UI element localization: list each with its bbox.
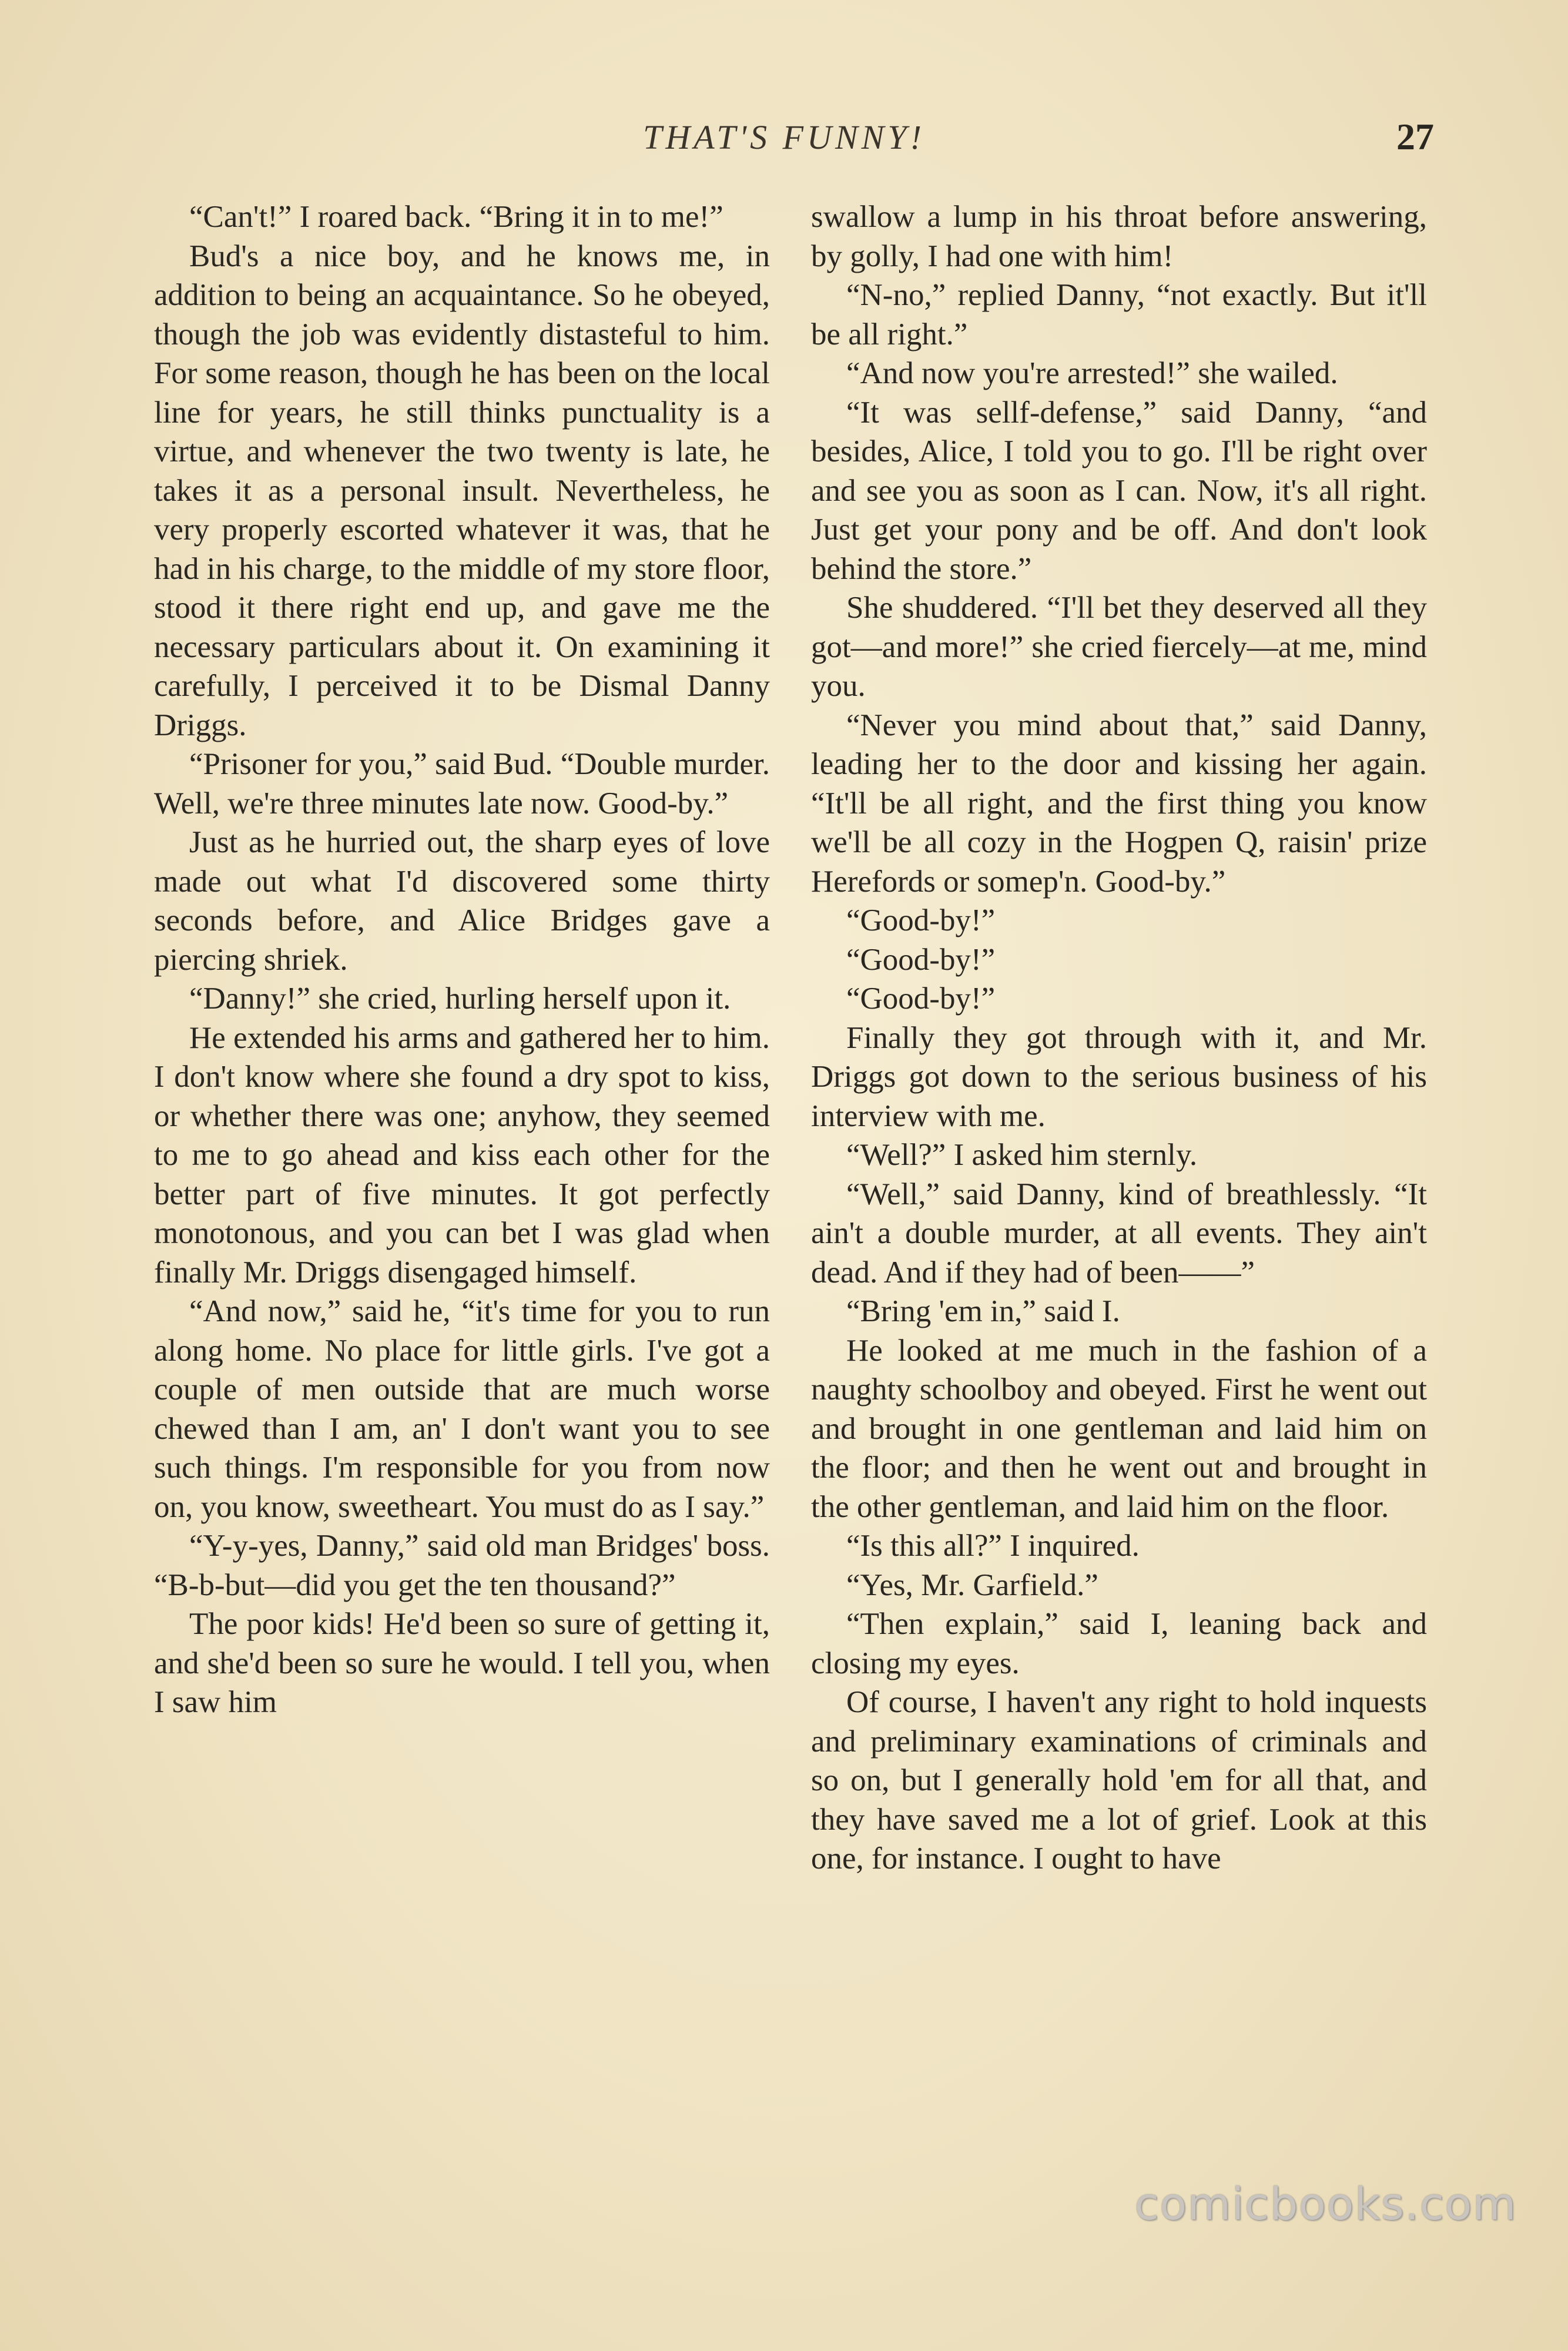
paragraph: “Bring 'em in,” said I. [846,1294,1120,1328]
paragraph: “Well,” said Danny, kind of breathlessly. “It ain't a double murder, at all events. They ain't dead. And if they had of been——” [811,1177,1427,1290]
paragraph: “Prisoner for you,” said Bud. “Double murder. Well, we're three minutes late now. Good-by.” [154,747,770,820]
paragraph: “Danny!” she cried, hurling herself upon it. [189,982,731,1016]
paragraph: “And now you're arrested!” she wailed. [846,356,1338,390]
paragraph: “And now,” said he, “it's time for you to run along home. No place for little girls. I've got a couple of men outside that are much worse chewed than I am, an' I don't want you to see such things. I'm responsible for you from now on, you know, sweetheart. You must do as I say.” [154,1294,770,1524]
paragraph: “N-no,” replied Danny, “not exactly. But it'll be all right.” [811,278,1427,351]
paragraph: The poor kids! He'd been so sure of getting it, and she'd been so sure he would. I tell you, when I saw him [154,1607,770,1719]
paragraph: “It was sellf-defense,” said Danny, “and besides, Alice, I told you to go. I'll be right over and see you as soon as I can. Now, it's all right. Just get your pony and be off. And don't look behind the store.” [811,395,1427,586]
right-column [811,197,1427,1878]
paragraph: He extended his arms and gathered her to him. I don't know where she found a dry spot to kiss, or whether there was one; anyhow, they seemed to me to go ahead and kiss each other for the better part of five minutes. It got perfectly monotonous, and you can bet I was glad when finally Mr. Driggs disengaged himself. [154,1020,770,1290]
page-number: 27 [1396,116,1434,158]
paragraph: Just as he hurried out, the sharp eyes of love made out what I'd discovered some thirty seconds before, and Alice Bridges gave a piercing shriek. [154,825,770,977]
paragraph: “Never you mind about that,” said Danny, leading her to the door and kissing her again. “It'll be all right, and the first thing you know we'll be all cozy in the Hogpen Q, raisin' prize Herefords or somep'n. Good-by.” [811,708,1427,899]
paragraph: “Well?” I asked him sternly. [846,1138,1198,1172]
paragraph: Finally they got through with it, and Mr. Driggs got down to the serious business of his interview with me. [811,1020,1427,1133]
left-column [154,197,770,1722]
paragraph: “Then explain,” said I, leaning back and closing my eyes. [811,1607,1427,1680]
paragraph: swallow a lump in his throat before answering, by golly, I had one with him! [811,200,1427,273]
paragraph: “Y-y-yes, Danny,” said old man Bridges' boss. “B-b-but—did you get the ten thousand?” [154,1529,770,1602]
paragraph: “Is this all?” I inquired. [846,1529,1140,1563]
paragraph: He looked at me much in the fashion of a naughty schoolboy and obeyed. First he went out and brought in one gentleman and laid him on the floor; and then he went out and brought in the other gentleman, and laid him on the floor. [811,1333,1427,1524]
paragraph: “Good-by!” [846,982,996,1016]
paragraph: Of course, I haven't any right to hold inquests and preliminary examinations of criminals and so on, but I generally hold 'em for all that, and they have saved me a lot of grief. Look at this one, for instance. I ought to have [811,1685,1427,1876]
paragraph: “Yes, Mr. Garfield.” [846,1568,1098,1602]
paragraph: She shuddered. “I'll bet they deserved all they got—and more!” she cried fiercely—at me, mind you. [811,591,1427,703]
paragraph: “Can't!” I roared back. “Bring it in to me!” [189,200,723,234]
running-title: THAT'S FUNNY! [643,118,925,156]
paragraph: “Good-by!” [846,942,996,977]
paragraph: “Good-by!” [846,903,996,937]
watermark: comicbooks.com [1134,2178,1517,2230]
page-header [0,118,1568,176]
paragraph: Bud's a nice boy, and he knows me, in addition to being an acquaintance. So he obeyed, though the job was evidently distasteful to him. For some reason, though he has been on the local line for years, he still thinks punctuality is a virtue, and whenever the two twenty is late, he takes it as a personal insult. Nevertheless, he very properly escorted whatever it was, that he had in his charge, to the middle of my store floor, stood it there right end up, and gave me the necessary particulars about it. On examining it carefully, I perceived it to be Dismal Danny Driggs. [154,239,770,742]
